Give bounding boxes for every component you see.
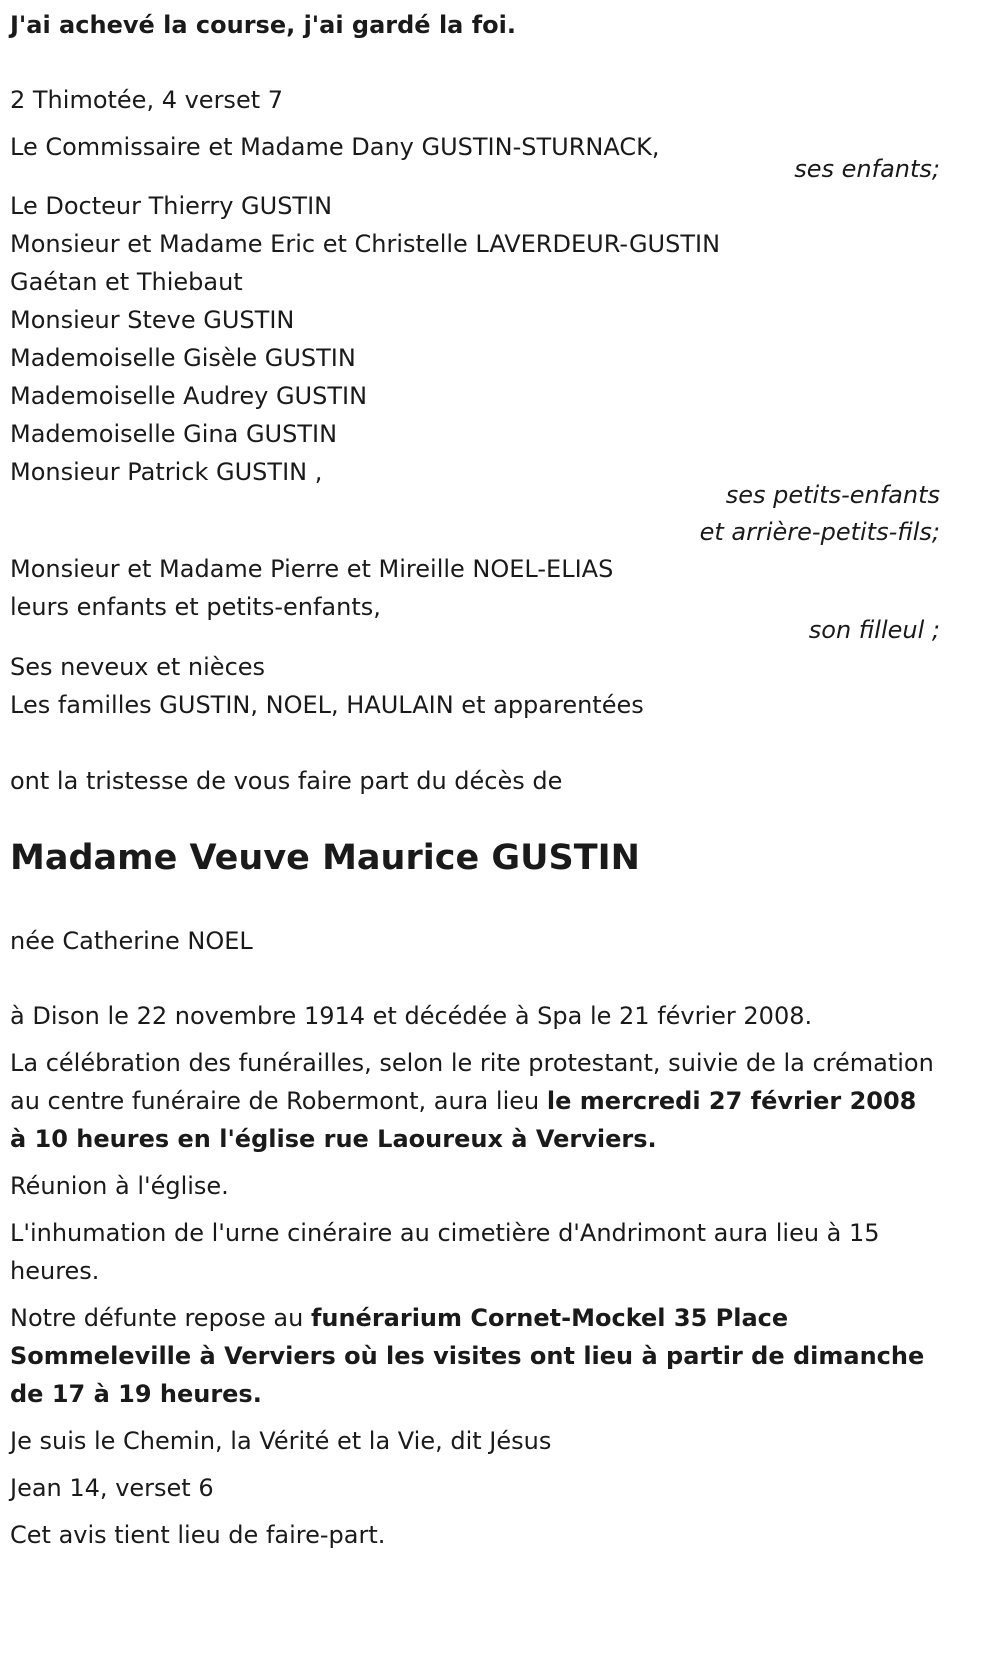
closing-notice: Cet avis tient lieu de faire-part. (10, 1521, 386, 1549)
closing-quote: Je suis le Chemin, la Vérité et la Vie, dit Jésus (10, 1427, 552, 1455)
grandchild-line-2: Monsieur et Madame Eric et Christelle LAVERDEUR-GUSTIN (10, 230, 721, 258)
relatives-line-1: Ses neveux et nièces (10, 653, 266, 681)
grandchild-line-1: Le Docteur Thierry GUSTIN (10, 192, 333, 220)
meeting: Réunion à l'église. (10, 1172, 229, 1200)
grandchild-line-8: Monsieur Patrick GUSTIN , (10, 458, 323, 486)
rest-paragraph (10, 1299, 940, 1413)
godson-role: son filleul ; (808, 616, 940, 644)
grandchild-line-5: Mademoiselle Gisèle GUSTIN (10, 344, 356, 372)
closing-reference: Jean 14, verset 6 (10, 1474, 214, 1502)
announcement: ont la tristesse de vous faire part du décès de (10, 767, 563, 795)
funeral-text: La célébration des funérailles, selon le rite protestant, suivie de la crémation au centre funéraire de Robermont, aura lieu (10, 1049, 934, 1115)
rest-text: Notre défunte repose au (10, 1304, 311, 1332)
children-line: Le Commissaire et Madame Dany GUSTIN-STURNACK, (10, 133, 660, 161)
funeral-paragraph (10, 1044, 940, 1158)
grandchild-line-4: Monsieur Steve GUSTIN (10, 306, 295, 334)
life-dates: à Dison le 22 novembre 1914 et décédée à Spa le 21 février 2008. (10, 1002, 813, 1030)
godson-line-1: Monsieur et Madame Pierre et Mireille NOEL-ELIAS (10, 555, 614, 583)
rest-details: funérarium Cornet-Mockel 35 Place Sommeleville à Verviers où les visites ont lieu à partir de dimanche de 17 à 19 heures. (10, 1304, 925, 1408)
grandchild-line-7: Mademoiselle Gina GUSTIN (10, 420, 338, 448)
epigraph-quote: J'ai achevé la course, j'ai gardé la foi. (10, 11, 516, 39)
godson-line-2: leurs enfants et petits-enfants, (10, 593, 381, 621)
burial-paragraph: L'inhumation de l'urne cinéraire au cimetière d'Andrimont aura lieu à 15 heures. (10, 1219, 880, 1285)
relatives-line-2: Les familles GUSTIN, NOEL, HAULAIN et apparentées (10, 691, 644, 719)
grandchildren-role-1: ses petits-enfants (725, 481, 940, 509)
grandchild-line-6: Mademoiselle Audrey GUSTIN (10, 382, 368, 410)
funeral-details: le mercredi 27 février 2008 à 10 heures en l'église rue Laoureux à Verviers. (10, 1087, 917, 1153)
grandchildren-role-2: et arrière-petits-fils; (699, 518, 940, 546)
grandchild-line-3: Gaétan et Thiebaut (10, 268, 243, 296)
born-name: née Catherine NOEL (10, 927, 253, 955)
deceased-name: Madame Veuve Maurice GUSTIN (10, 838, 640, 878)
epigraph-reference: 2 Thimotée, 4 verset 7 (10, 86, 284, 114)
children-role: ses enfants; (794, 155, 940, 183)
